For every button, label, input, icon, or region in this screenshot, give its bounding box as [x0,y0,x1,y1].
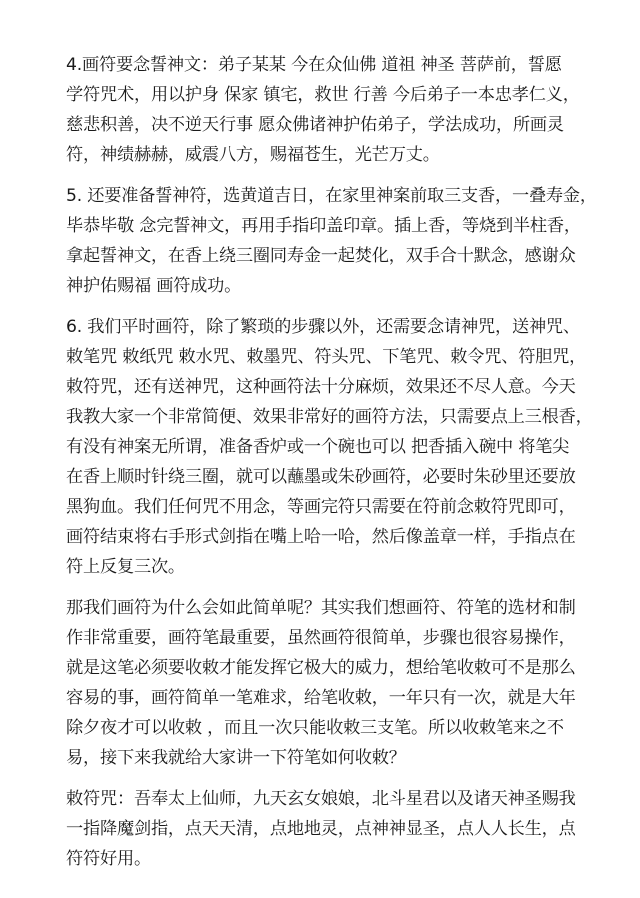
text-line: 画符结束将右手形式剑指在嘴上哈一哈，然后像盖章一样，手指点在 [66,527,576,547]
text-line: 一指降魔剑指，点天天清，点地地灵，点神神显圣，点人人长生，点 [66,819,576,839]
text-line: 易，接下来我就给大家讲一下符笔如何收敕？ [66,748,406,768]
text-line: 符符好用。 [66,849,151,869]
text-line: 作非常重要，画符笔最重要，虽然画符很简单，步骤也很容易操作， [66,628,576,648]
text-line: 就是这笔必须要收敕才能发挥它极大的威力，想给笔收敕可不是那么 [66,658,576,678]
text-line: 符，神绩赫赫，威震八方，赐福苍生，光芒万丈。 [66,145,440,165]
text-line: 敕笔咒 敕纸咒 敕水咒、敕墨咒、符头咒、下笔咒、敕令咒、符胆咒， [66,347,587,367]
text-line: 4.画符要念誓神文：弟子某某 今在众仙佛 道祖 神圣 菩萨前，誓愿 [66,55,562,75]
text-line: 有没有神案无所谓，准备香炉或一个碗也可以 把香插入碗中 将笔尖 [66,437,570,457]
text-line: 6. 我们平时画符，除了繁琐的步骤以外，还需要念请神咒，送神咒、 [66,317,580,337]
document-body [66,50,597,885]
text-line: 在香上顺时针绕三圈，就可以蘸墨或朱砂画符，必要时朱砂里还要放 [66,467,576,487]
text-line: 拿起誓神文，在香上绕三圈同寿金一起焚化，双手合十默念，感谢众 [66,246,576,266]
text-line: 慈悲积善，决不逆天行事 愿众佛诸神护佑弟子，学法成功，所画灵 [66,115,564,135]
text-line: 学符咒术，用以护身 保家 镇宅，救世 行善 今后弟子一本忠孝仁义， [66,85,580,105]
text-line: 黑狗血。我们任何咒不用念，等画完符只需要在符前念敕符咒即可， [66,497,576,517]
paragraph-incantation [66,784,586,874]
paragraph-simple-method [66,312,593,582]
text-line: 容易的事，画符简单一笔难求，给笔收敕，一年只有一次，就是大年 [66,688,576,708]
text-line: 敕符咒，还有送神咒，这种画符法十分麻烦，效果还不尽人意。今天 [66,377,576,397]
paragraph-oath-text [66,50,586,170]
text-line: 除夕夜才可以收敕 ，而且一次只能收敕三支笔。所以收敕笔来之不 [66,718,564,738]
text-line: 毕恭毕敬 念完誓神文，再用手指印盖印章。插上香，等烧到半柱香， [66,216,581,236]
text-line: 神护佑赐福 画符成功。 [66,276,242,296]
text-line: 敕符咒：吾奉太上仙师，九天玄女娘娘，北斗星君以及诸天神圣赐我 [66,789,576,809]
text-line: 5. 还要准备誓神符，选黄道吉日，在家里神案前取三支香，一叠寿金， [66,186,597,206]
text-line: 那我们画符为什么会如此简单呢？其实我们想画符、符笔的选材和制 [66,598,576,618]
text-line: 我教大家一个非常简便、效果非常好的画符方法，只需要点上三根香， [66,407,593,427]
text-line: 符上反复三次。 [66,557,185,577]
paragraph-brush-consecration [66,593,586,773]
paragraph-oath-talisman [66,181,597,301]
